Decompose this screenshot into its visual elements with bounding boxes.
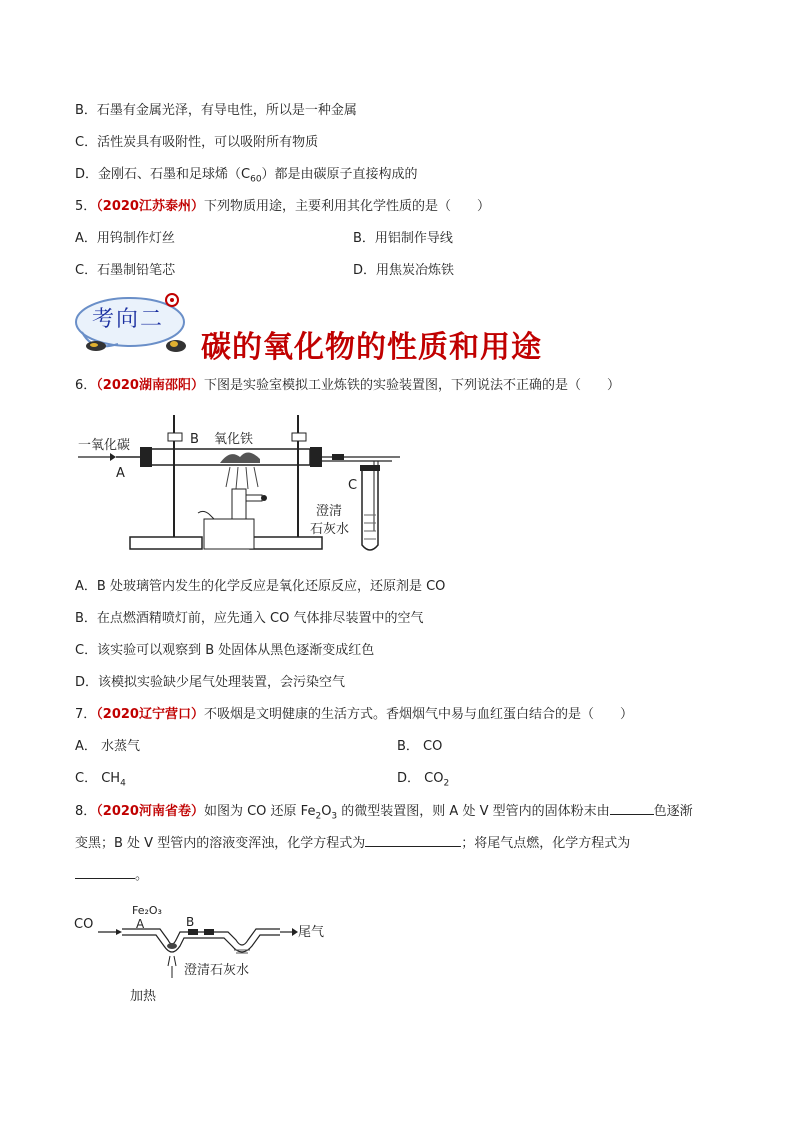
q6-number: 6． <box>75 378 97 393</box>
iron-oxide-powder-a <box>167 943 177 949</box>
q8-sub-2: 2 <box>315 811 322 822</box>
q7-stem-text: 不吸烟是文明健康的生活方式。香烟烟气中易与血红蛋白结合的是（ ） <box>203 707 633 722</box>
q8-sub-3: 3 <box>331 811 338 822</box>
q5-number: 5． <box>75 199 97 214</box>
q5-source: （2020江苏泰州） <box>96 199 204 214</box>
label-iron-oxide: 氧化铁 <box>214 432 254 447</box>
q8-line2-b: ；将尾气点燃，化学方程式为 <box>461 836 631 851</box>
label-limewater-2: 石灰水 <box>310 522 350 537</box>
q6-option-a: A．B 处玻璃管内发生的化学反应是氧化还原反应，还原剂是 CO <box>75 579 446 594</box>
q7-option-d <box>397 770 449 793</box>
q8-stem-b: 的微型装置图，则 A 处 V 型管内的固体粉末由 <box>337 804 610 819</box>
q7-option-d-sub: 2 <box>443 778 450 789</box>
q5-stem <box>75 198 490 216</box>
q6-option-d: D．该模拟实验缺少尾气处理装置，会污染空气 <box>75 675 346 690</box>
q7-stem <box>75 706 633 724</box>
q4-option-b: B．石墨有金属光泽，有导电性，所以是一种金属 <box>75 103 357 118</box>
section-badge-label: 考向二 <box>92 307 165 332</box>
q4-option-d-sub: 60 <box>250 174 262 185</box>
q8-line-2 <box>75 834 630 853</box>
q7-option-a: A． 水蒸气 <box>75 739 141 754</box>
q6-option-b: B．在点燃酒精喷灯前，应先通入 CO 气体排尽装置中的空气 <box>75 611 424 626</box>
label-a-small: A <box>136 917 145 931</box>
q8-line2-a: 变黑；B 处 V 型管内的溶液变浑浊，化学方程式为 <box>75 836 366 851</box>
stand-base-left <box>130 537 202 549</box>
q8-answer-blank-1[interactable] <box>610 802 654 815</box>
label-b-small: B <box>186 915 195 929</box>
q7-option-c <box>75 770 126 793</box>
q5-option-b: B．用铝制作导线 <box>353 231 453 246</box>
q4-option-d-text: D．金刚石、石墨和足球烯（C <box>75 167 251 182</box>
clamp-right <box>292 433 306 441</box>
label-carbon-monoxide: 一氧化碳 <box>78 438 131 453</box>
q6-stem <box>75 377 620 395</box>
stopper-left <box>140 447 152 467</box>
q8-line3-end: 。 <box>135 868 149 883</box>
q4-option-c: C．活性炭具有吸附性，可以吸附所有物质 <box>75 135 319 150</box>
q7-option-c-text: C． CH <box>75 771 121 786</box>
label-fe2o3: Fe₂O₃ <box>132 904 162 917</box>
q6-source: （2020湖南邵阳） <box>96 378 204 393</box>
q8-stem-a: 如图为 CO 还原 Fe <box>203 804 316 819</box>
q4-option-d <box>75 166 418 189</box>
label-heating: 加热 <box>130 989 157 1004</box>
q8-number: 8． <box>75 804 97 819</box>
label-c: C <box>348 478 358 493</box>
q8-answer-blank-3[interactable] <box>75 866 135 879</box>
stopper-right <box>310 447 322 467</box>
q8-line-3 <box>75 866 148 885</box>
stand-base-right <box>250 537 322 549</box>
label-co: CO <box>74 917 94 932</box>
test-tube-c <box>362 469 378 550</box>
micro-apparatus-diagram <box>70 898 325 1008</box>
q7-source: （2020辽宁营口） <box>96 707 204 722</box>
q6-option-c: C．该实验可以观察到 B 处固体从黑色逐渐变成红色 <box>75 643 375 658</box>
alcohol-blowtorch <box>232 489 246 519</box>
section-title: 碳的氧化物的性质和用途 <box>201 330 542 365</box>
q8-answer-blank-2[interactable] <box>365 834 461 847</box>
q8-stem-c: 色逐渐 <box>653 804 693 819</box>
q8-stem <box>75 802 693 826</box>
q7-option-d-text: D． CO <box>397 771 444 786</box>
q8-source: （2020河南省卷） <box>96 804 204 819</box>
iron-smelting-apparatus-diagram <box>70 405 410 555</box>
q5-option-a: A．用钨制作灯丝 <box>75 231 175 246</box>
q5-option-c: C．石墨制铅笔芯 <box>75 263 176 278</box>
q6-stem-text: 下图是实验室模拟工业炼铁的实验装置图，下列说法不正确的是（ ） <box>203 378 620 393</box>
v-tube <box>122 929 280 945</box>
q8-o: O <box>321 804 332 819</box>
q4-option-d-text-end: ）都是由碳原子直接构成的 <box>261 167 418 182</box>
q7-number: 7． <box>75 707 97 722</box>
label-a: A <box>116 466 125 481</box>
iron-oxide-powder <box>220 452 260 463</box>
clamp-left <box>168 433 182 441</box>
label-limewater: 澄清石灰水 <box>184 963 250 978</box>
label-b: B <box>190 432 199 447</box>
q5-option-d: D．用焦炭冶炼铁 <box>353 263 455 278</box>
label-tail-gas: 尾气 <box>298 925 325 940</box>
q7-option-c-sub: 4 <box>120 778 126 789</box>
q7-option-b: B． CO <box>397 739 443 754</box>
label-limewater-1: 澄清 <box>316 504 343 519</box>
q5-stem-text: 下列物质用途，主要利用其化学性质的是（ ） <box>203 199 490 214</box>
blowtorch-base <box>204 519 254 549</box>
